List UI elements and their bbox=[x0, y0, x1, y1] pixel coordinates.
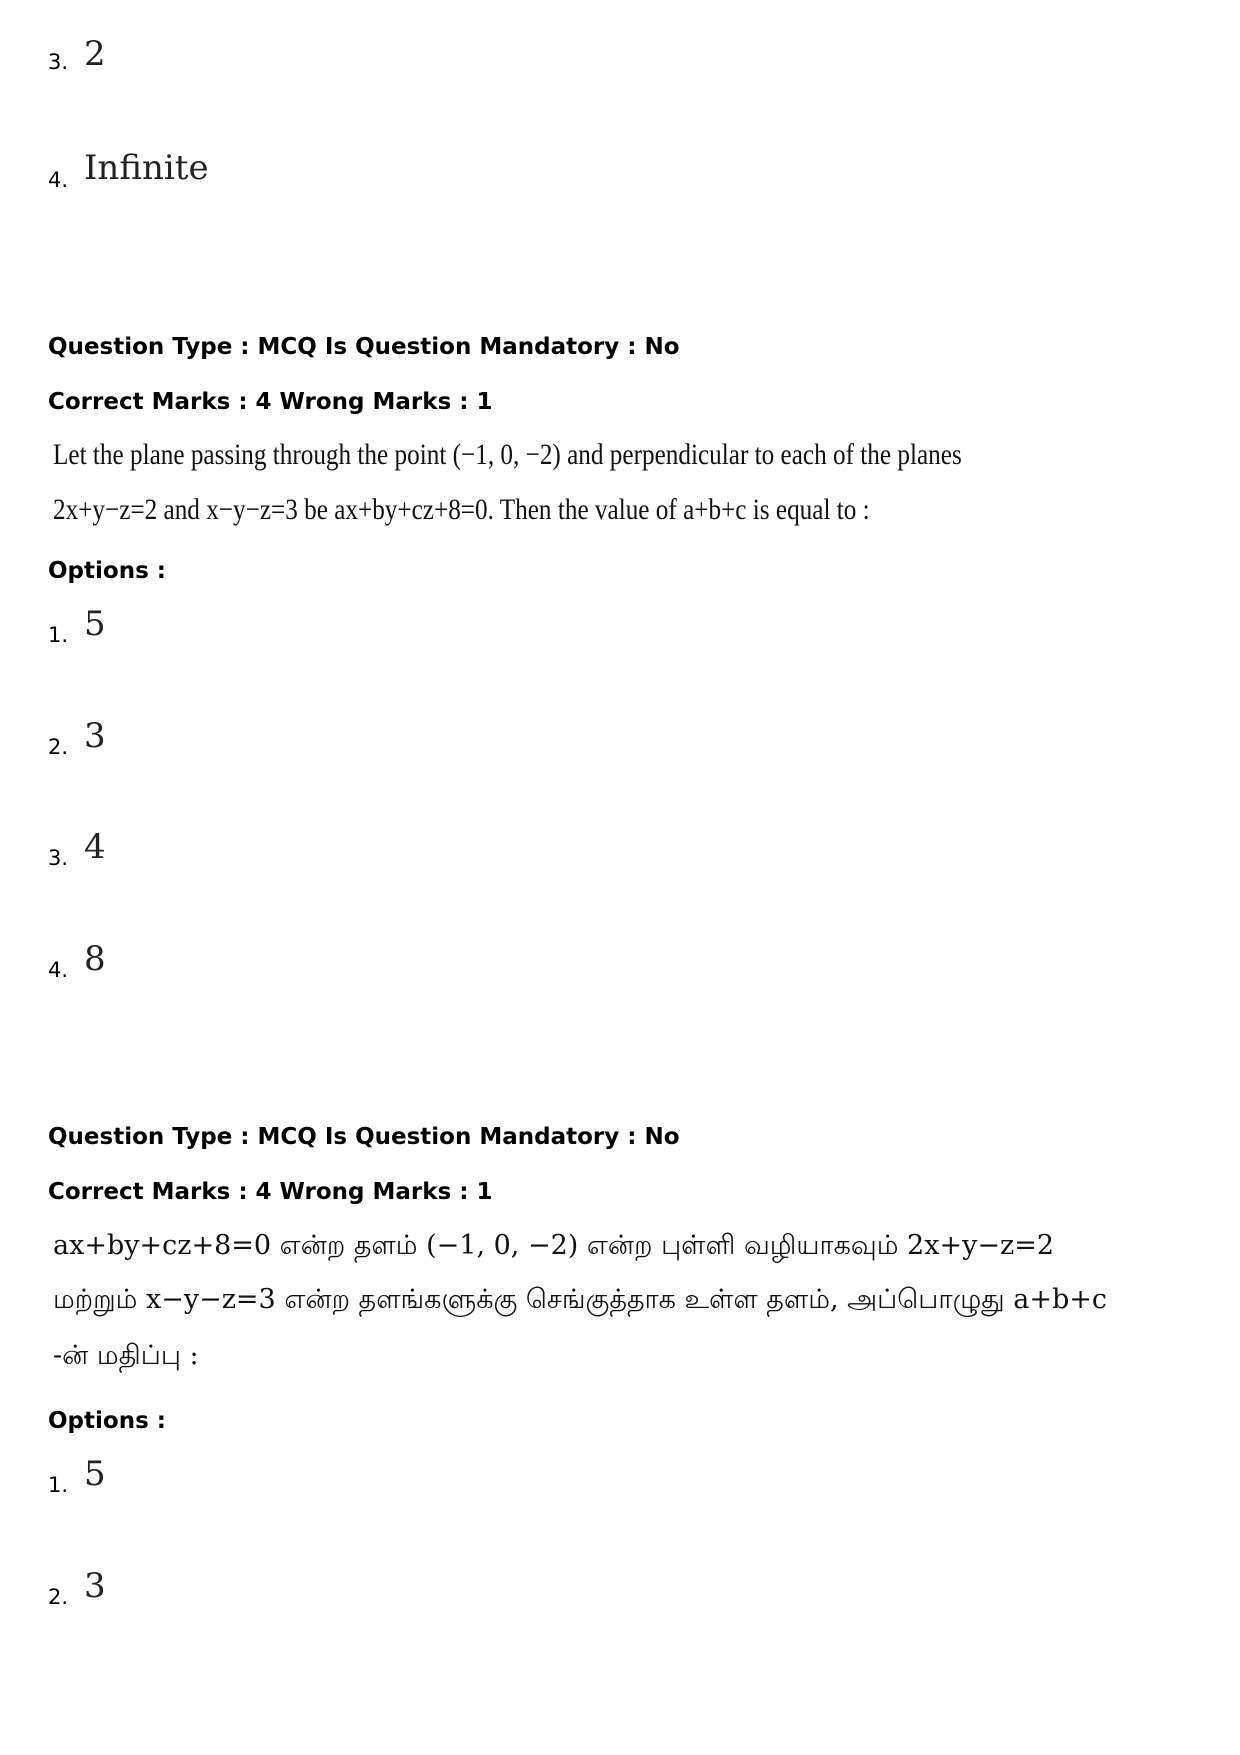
question-text-line: -ன் மதிப்பு : bbox=[53, 1340, 199, 1371]
option-value: Infinite bbox=[84, 148, 209, 188]
option-number: 2. bbox=[48, 735, 69, 759]
option-number: 2. bbox=[48, 1585, 69, 1609]
option-value: 2 bbox=[84, 34, 106, 74]
marks-line: Correct Marks : 4 Wrong Marks : 1 bbox=[48, 389, 493, 415]
option-value: 8 bbox=[84, 939, 106, 979]
question-text-line: Let the plane passing through the point (−1, 0, −2) and perpendicular to each of the planes bbox=[53, 438, 962, 471]
option-number: 4. bbox=[48, 958, 69, 982]
option-number: 3. bbox=[48, 50, 69, 74]
question-text-line: மற்றும் x−y−z=3 என்ற தளங்களுக்கு செங்குத்தாக உள்ள தளம், அப்பொழுது a+b+c bbox=[53, 1284, 1108, 1315]
option-number: 3. bbox=[48, 846, 69, 870]
option-number: 4. bbox=[48, 168, 69, 192]
option-number: 1. bbox=[48, 623, 69, 647]
question-type-line: Question Type : MCQ Is Question Mandatory : No bbox=[48, 1124, 680, 1150]
marks-line: Correct Marks : 4 Wrong Marks : 1 bbox=[48, 1179, 493, 1205]
question-text-line: 2x+y−z=2 and x−y−z=3 be ax+by+cz+8=0. Then the value of a+b+c is equal to : bbox=[53, 493, 870, 526]
option-value: 4 bbox=[84, 827, 106, 867]
option-value: 5 bbox=[84, 604, 106, 644]
option-number: 1. bbox=[48, 1473, 69, 1497]
options-label: Options : bbox=[48, 558, 166, 584]
option-value: 3 bbox=[84, 1566, 106, 1606]
options-label: Options : bbox=[48, 1408, 166, 1434]
question-text-line: ax+by+cz+8=0 என்ற தளம் (−1, 0, −2) என்ற புள்ளி வழியாகவும் 2x+y−z=2 bbox=[53, 1230, 1054, 1261]
option-value: 3 bbox=[84, 716, 106, 756]
option-value: 5 bbox=[84, 1454, 106, 1494]
question-type-line: Question Type : MCQ Is Question Mandatory : No bbox=[48, 334, 680, 360]
